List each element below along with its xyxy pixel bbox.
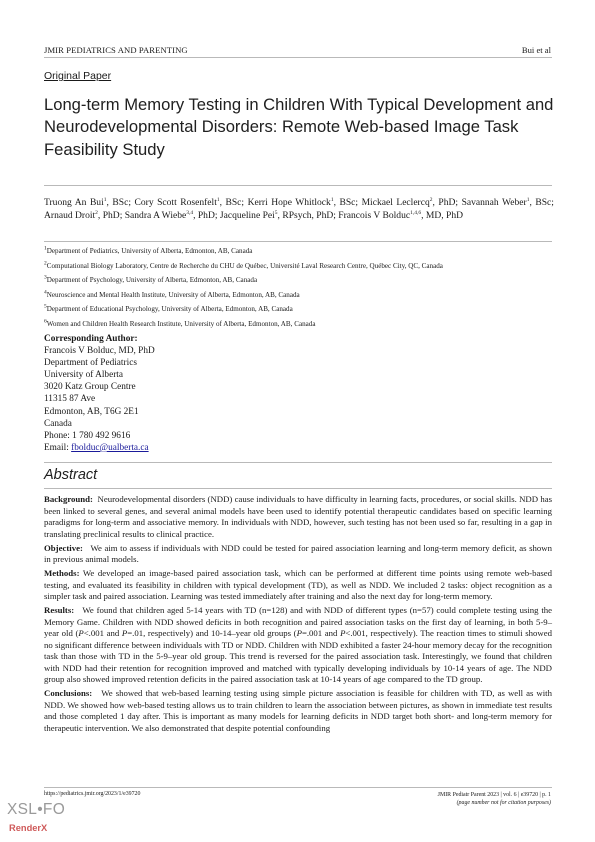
header-rule: [44, 57, 552, 58]
affiliation-item: [44, 302, 554, 317]
author-degree: , BSc: [106, 197, 129, 208]
affiliation-text: Department of Psychology, University of Alberta, Edmonton, AB, Canada: [46, 276, 258, 285]
affiliation-text: Department of Pediatrics, University of Alberta, Edmonton, AB, Canada: [46, 247, 253, 255]
email-label: Email:: [44, 442, 69, 453]
affiliation-number: 5: [44, 304, 47, 311]
article-type-label: Original Paper: [44, 70, 112, 82]
affiliation-list: [44, 244, 554, 332]
abstract-section-text: <.001, respectively). The reaction times to stimuli showed no significant difference between individuals with TD or NDD. Children with NDD exhibited a faster 24-hour memory decay for the recognition task than those with TD in the 5-9–year old group. This trend is reversed for the paired association task. Interestingly, we found that children with NDD had their retention for recognition improved and matched with typically developing individuals by 10-14 years of age. The NDD group also showed improved retention deficits in the paired association task at 10-14 years of age compared to the TD group.: [44, 628, 552, 685]
author-entry: [135, 197, 242, 208]
author-degree: , BSc: [529, 197, 552, 208]
author-entry: [125, 210, 215, 221]
abstract-methods: [44, 568, 552, 603]
abstract-results: [44, 605, 552, 686]
author-degree: , MD, PhD: [421, 210, 463, 222]
corresponding-email-line: [44, 442, 155, 454]
email-link[interactable]: fbolduc@ualberta.ca: [71, 442, 149, 453]
author-affiliation-mark: 3,4: [186, 210, 194, 217]
corresponding-author-block: [44, 333, 155, 454]
corresponding-address-line: University of Alberta: [44, 370, 124, 381]
author-name: Francois V Bolduc: [338, 210, 411, 222]
author-name: Sandra A Wiebe: [124, 210, 187, 222]
abstract-section-text: We found that children aged 5-14 years with TD (n=128) and with NDD of different types (n=57) could complete testing using the Memory Game. Children with NDD showed deficits in both recognition and paired association tasks on the first day of learning, in both 5-9–year old (: [44, 605, 553, 639]
author-entry: [44, 197, 128, 208]
abstract-section-text: =.001 and: [301, 628, 341, 639]
abstract-section-text: We showed that web-based learning testing using simple picture association is feasible for children with TD, as well as with NDD. We showed how web-based testing allows us to train children to learn the association between pictures, as shown in immediate test results and those completed 1 day after. This is important as many models for learning deficits in NDD target both short- and long-term memory for therapeutic intervention. We also demonstrated that despite potential confounding: [44, 688, 552, 733]
article-title: Long-term Memory Testing in Children With Typical Development and Neurodevelopmental Disorders: Remote Web-based Image Task Feasibility Study: [44, 95, 554, 159]
abstract-top-rule: [44, 462, 552, 463]
abstract-section-text: Neurodevelopmental disorders (NDD) cause individuals to have difficulty in learning facts, procedures, or social skills. NDD has been linked to several genes, and several animal models have been used to identify potential therapeutic candidates based on specific learning paradigms for long-term and associative memory. In individuals with NDD, however, such testing has not been used so far, resulting in a gap in translating preclinical results to clinical practice.: [44, 494, 552, 539]
p-value-symbol: P: [296, 628, 302, 639]
author-name: Kerri Hope Whitlock: [247, 197, 331, 208]
abstract-objective: [44, 543, 552, 566]
abstract-heading: Abstract: [44, 467, 98, 483]
affiliation-number: 6: [44, 318, 47, 325]
abstract-section-label: Objective:: [44, 542, 83, 553]
author-entry: [338, 210, 463, 221]
abstract-section-label: Results:: [44, 605, 75, 616]
author-degree: , BSc: [219, 197, 242, 208]
corresponding-address-line: 11315 87 Ave: [44, 394, 96, 405]
corresponding-author-heading: Corresponding Author:: [44, 334, 138, 344]
author-degree: , RPsych, PhD: [277, 210, 334, 222]
renderx-watermark: RenderX: [9, 823, 48, 833]
affiliation-item: [44, 244, 554, 259]
author-degree: , PhD: [432, 197, 456, 208]
affiliation-item: [44, 259, 554, 274]
corresponding-address-line: Francois V Bolduc, MD, PhD: [44, 346, 155, 357]
author-entry: [462, 197, 552, 208]
running-author: Bui et al: [521, 45, 551, 55]
author-name: Truong An Bui: [44, 197, 104, 208]
author-affiliation-mark: 1: [216, 196, 220, 203]
corresponding-address-line: 3020 Katz Group Centre: [44, 382, 136, 393]
affiliation-number: 4: [44, 289, 47, 296]
author-affiliation-mark: 5: [274, 210, 278, 217]
author-affiliation-mark: 1: [103, 196, 107, 203]
affiliation-item: [44, 273, 554, 288]
corresponding-address-line: Department of Pediatrics: [44, 358, 137, 369]
author-entry: [44, 210, 120, 221]
article-url[interactable]: https://pediatrics.jmir.org/2023/1/e39720: [44, 791, 141, 797]
author-degree: , BSc: [333, 197, 356, 208]
corresponding-address-line: Edmonton, AB, T6G 2E1: [44, 406, 139, 417]
abstract-body: [44, 494, 552, 737]
abstract-section-label: Methods:: [44, 568, 80, 579]
affiliation-text: Department of Educational Psychology, University of Alberta, Edmonton, AB, Canada: [46, 305, 293, 314]
affiliation-text: Women and Children Health Research Institute, University of Alberta, Edmonton, AB, Canada: [46, 319, 316, 328]
author-entry: [220, 210, 333, 221]
xslfo-watermark: XSL•FO: [7, 801, 66, 818]
footer-citation: JMIR Pediatr Parent 2023 | vol. 6 | e39720 | p. 1: [437, 792, 551, 798]
author-name: Cory Scott Rosenfelt: [134, 197, 217, 208]
journal-name: JMIR PEDIATRICS AND PARENTING: [44, 45, 188, 55]
author-name: Jacqueline Pei: [219, 210, 275, 222]
abstract-section-text: We aim to assess if individuals with NDD could be tested for paired association learning and long-term memory deficit, as shown in previous animal models.: [44, 542, 553, 565]
abstract-section-label: Background:: [44, 494, 93, 504]
affiliation-number: 3: [44, 274, 47, 281]
author-affiliation-mark: 2: [429, 196, 433, 203]
p-value-symbol: P: [78, 628, 84, 639]
author-affiliation-mark: 1: [526, 196, 530, 203]
abstract-section-text: =.01, respectively) and 10-14–year old groups (: [127, 628, 297, 639]
author-degree: , PhD: [97, 210, 120, 222]
footer-rule: [44, 787, 552, 788]
authors-rule: [44, 241, 552, 242]
p-value-symbol: P: [121, 628, 128, 639]
title-rule: [44, 185, 552, 186]
affiliation-text: Computational Biology Laboratory, Centre de Recherche du CHU de Québec, Université Laval Research Centre, Québec City, QC, Canada: [46, 261, 443, 270]
affiliation-text: Neuroscience and Mental Health Institute, University of Alberta, Edmonton, AB, Canada: [46, 290, 300, 299]
affiliation-item: [44, 288, 554, 303]
abstract-heading-rule: [44, 488, 552, 489]
footer-note: (page number not for citation purposes): [456, 800, 551, 807]
abstract-section-text: We developed an image-based paired association task, which can be performed at different time points using remote web-based testing, and evaluated its feasibility in children with typical development (TD), as well as NDD. We included 2 tasks: object recognition as a simpler task and paired association. Learning was tested immediately after training and also the next day for long-term memory.: [44, 568, 553, 602]
author-name: Savannah Weber: [461, 197, 527, 208]
p-value-symbol: P: [340, 628, 346, 639]
author-entry: [362, 197, 456, 208]
abstract-section-text: <.001 and: [83, 628, 122, 639]
author-affiliation-mark: 1,4,6: [410, 210, 422, 217]
corresponding-address-line: Canada: [44, 418, 72, 429]
author-affiliation-mark: 2: [95, 210, 98, 217]
author-name: Arnaud Droit: [44, 210, 96, 222]
author-entry: [248, 197, 356, 208]
abstract-background: [44, 494, 552, 540]
author-name: Mickael Leclercq: [361, 197, 430, 208]
corresponding-phone: Phone: 1 780 492 9616: [44, 430, 131, 441]
author-list: Truong An Bui$^1$, BSc; Cory Scott Rosenfelt$^1$, BSc; Kerri Hope Whitlock$^1$, BSc; Mickael Leclercq$^2$, PhD; Savannah Weber$^1$, BSc; Arnaud Droit$^2$, PhD; Sandra A Wiebe$^{3,4}$, PhD; Jacqueline Pei$^5$, RPsych, PhD; Francois V Bolduc$^{1,4,6}$, MD, PhD: [44, 196, 554, 222]
footer-citation-block: [438, 791, 551, 808]
abstract-section-label: Conclusions:: [44, 688, 93, 699]
affiliation-number: 1: [44, 245, 47, 252]
affiliation-number: 2: [44, 260, 47, 267]
author-affiliation-mark: 1: [330, 196, 334, 203]
affiliation-item: [44, 317, 554, 332]
abstract-conclusions: [44, 688, 552, 734]
author-degree: , PhD: [193, 210, 215, 222]
